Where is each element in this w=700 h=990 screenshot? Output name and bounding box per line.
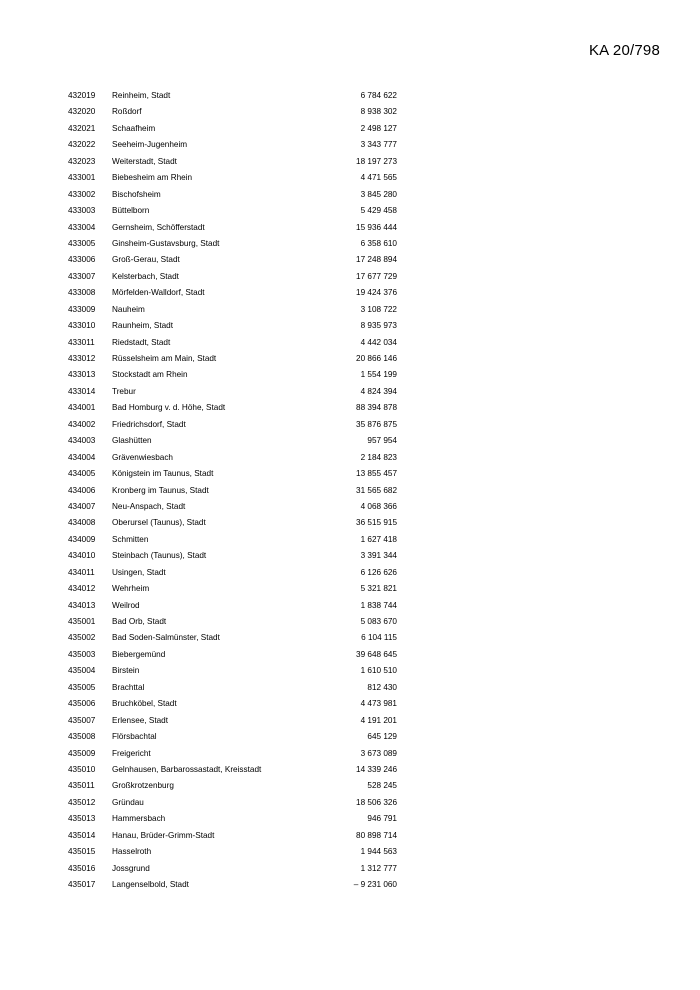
municipality-code: 435015 <box>68 847 96 857</box>
municipality-code: 435017 <box>68 880 96 889</box>
amount-value: 1 610 510 <box>360 666 397 676</box>
municipality-code: 435014 <box>68 830 96 840</box>
table-row <box>0 220 700 236</box>
table-row <box>0 828 700 844</box>
amount-value: 15 936 444 <box>356 222 397 232</box>
amount-value: 3 673 089 <box>360 748 397 758</box>
amount-value: 4 068 366 <box>360 501 397 511</box>
amount-value: 3 845 280 <box>360 189 397 199</box>
municipality-name: Ginsheim-Gustavsburg, Stadt <box>112 238 220 248</box>
amount-value: 6 784 622 <box>360 91 397 100</box>
amount-value: 6 104 115 <box>361 633 397 643</box>
municipality-code: 435012 <box>68 797 96 807</box>
table-row <box>0 187 700 203</box>
municipality-code: 435005 <box>68 682 96 692</box>
amount-value: 6 358 610 <box>360 238 397 248</box>
table-row <box>0 515 700 531</box>
municipality-code: 432019 <box>68 91 96 100</box>
municipality-name: Mörfelden-Walldorf, Stadt <box>112 288 205 298</box>
municipality-name: Kronberg im Taunus, Stadt <box>112 485 209 495</box>
table-row <box>0 252 700 268</box>
table-row <box>0 861 700 877</box>
municipality-code: 434012 <box>68 584 96 594</box>
municipality-code: 433012 <box>68 354 96 363</box>
municipality-name: Stockstadt am Rhein <box>112 370 188 380</box>
table-row <box>0 269 700 285</box>
page-identifier: KA 20/798 <box>588 42 660 59</box>
table-row <box>0 548 700 564</box>
municipality-code: 435003 <box>68 649 96 659</box>
table-row <box>0 630 700 646</box>
municipality-code: 433010 <box>68 321 96 331</box>
municipality-code: 435006 <box>68 699 96 709</box>
municipality-code: 434004 <box>68 452 96 462</box>
municipality-name: Rüsselsheim am Main, Stadt <box>112 354 217 363</box>
municipality-name: Raunheim, Stadt <box>112 321 173 331</box>
table-row <box>0 663 700 679</box>
municipality-code: 433014 <box>68 386 96 396</box>
table-row <box>0 236 700 252</box>
municipality-name: Brachttal <box>112 682 145 692</box>
municipality-name: Jossgrund <box>112 863 150 873</box>
municipality-name: Reinheim, Stadt <box>112 91 171 100</box>
municipality-code: 433003 <box>68 206 96 216</box>
amount-value: 17 677 729 <box>356 271 397 281</box>
amount-value: 36 515 915 <box>356 518 397 528</box>
municipality-name: Freigericht <box>112 748 151 758</box>
municipality-code: 432023 <box>68 156 96 166</box>
municipality-code: 435004 <box>68 666 96 676</box>
municipality-name: Weilrod <box>112 600 140 610</box>
table-row <box>0 713 700 729</box>
amount-value: 80 898 714 <box>356 830 397 840</box>
municipality-code: 432020 <box>68 107 96 117</box>
municipality-code: 432021 <box>68 123 96 133</box>
municipality-name: Friedrichsdorf, Stadt <box>112 419 186 429</box>
municipality-name: Gernsheim, Schöfferstadt <box>112 222 205 232</box>
municipality-code: 434013 <box>68 600 96 610</box>
table-row <box>0 565 700 581</box>
municipality-name: Grävenwiesbach <box>112 452 173 462</box>
municipality-name: Langenselbold, Stadt <box>112 880 189 889</box>
amount-value: 14 339 246 <box>356 764 397 774</box>
table-row <box>0 778 700 794</box>
municipality-name: Kelsterbach, Stadt <box>112 271 179 281</box>
table-row <box>0 811 700 827</box>
amount-value: 1 627 418 <box>360 534 397 544</box>
municipality-code: 434007 <box>68 501 96 511</box>
table-row <box>0 400 700 416</box>
amount-value: 2 184 823 <box>360 452 397 462</box>
municipality-name: Roßdorf <box>112 107 142 117</box>
municipality-code: 435013 <box>68 814 96 824</box>
amount-value: 4 442 034 <box>360 337 397 347</box>
amount-value: 4 824 394 <box>360 386 397 396</box>
municipality-code: 433008 <box>68 288 96 298</box>
municipality-name: Weiterstadt, Stadt <box>112 156 177 166</box>
amount-value: 2 498 127 <box>360 123 397 133</box>
municipality-name: Gelnhausen, Barbarossastadt, Kreisstadt <box>112 764 262 774</box>
municipality-code: 434011 <box>68 567 95 577</box>
amount-value: 18 506 326 <box>356 797 397 807</box>
table-row <box>0 729 700 745</box>
amount-value: 1 944 563 <box>360 847 397 857</box>
municipality-code: 434005 <box>68 469 96 479</box>
municipality-code: 433009 <box>68 304 96 314</box>
table-row <box>0 532 700 548</box>
amount-value: 13 855 457 <box>356 469 397 479</box>
municipality-code: 434002 <box>68 419 96 429</box>
municipality-name: Trebur <box>112 386 136 396</box>
table-row <box>0 680 700 696</box>
table-row <box>0 137 700 153</box>
amount-value: 1 838 744 <box>360 600 397 610</box>
municipality-name: Bad Orb, Stadt <box>112 617 167 626</box>
municipality-name: Schaafheim <box>112 123 156 133</box>
amount-value: 645 129 <box>367 732 397 742</box>
table-row <box>0 762 700 778</box>
amount-value: 946 791 <box>367 814 397 824</box>
amount-value: 4 191 201 <box>360 715 397 725</box>
municipality-code: 434003 <box>68 436 96 446</box>
municipality-code: 434006 <box>68 485 96 495</box>
municipality-name: Hasselroth <box>112 847 152 857</box>
amount-value: 3 343 777 <box>360 140 397 150</box>
table-row <box>0 499 700 515</box>
table-row <box>0 581 700 597</box>
amount-value: 5 429 458 <box>360 206 397 216</box>
amount-value: 957 954 <box>367 436 397 446</box>
table-row <box>0 302 700 318</box>
table-row <box>0 746 700 762</box>
amount-value: 3 108 722 <box>360 304 397 314</box>
table-row <box>0 696 700 712</box>
table-row <box>0 104 700 120</box>
municipality-code: 435001 <box>68 617 96 626</box>
amount-value: 8 935 973 <box>360 321 397 331</box>
amount-value: 812 430 <box>367 682 397 692</box>
municipality-name: Bruchköbel, Stadt <box>112 699 177 709</box>
table-row <box>0 367 700 383</box>
table-row <box>0 598 700 614</box>
amount-value: 5 083 670 <box>360 617 397 626</box>
amount-value: 5 321 821 <box>360 584 397 594</box>
municipality-code: 433001 <box>68 173 96 183</box>
municipality-name: Seeheim-Jugenheim <box>112 140 188 150</box>
municipality-name: Birstein <box>112 666 140 676</box>
municipality-name: Bischofsheim <box>112 189 161 199</box>
table-row <box>0 417 700 433</box>
table-row <box>0 88 700 104</box>
municipality-code: 435009 <box>68 748 96 758</box>
table-row <box>0 647 700 663</box>
municipality-code: 435007 <box>68 715 96 725</box>
table-row <box>0 433 700 449</box>
amount-value: 31 565 682 <box>356 485 397 495</box>
municipality-name: Hammersbach <box>112 814 166 824</box>
municipality-name: Wehrheim <box>112 584 150 594</box>
municipality-code: 435008 <box>68 732 96 742</box>
municipality-table <box>0 88 700 893</box>
municipality-name: Gründau <box>112 797 144 807</box>
amount-value: 4 473 981 <box>360 699 397 709</box>
municipality-code: 434001 <box>68 403 96 413</box>
municipality-name: Biebesheim am Rhein <box>112 173 193 183</box>
amount-value: 8 938 302 <box>360 107 397 117</box>
municipality-name: Erlensee, Stadt <box>112 715 168 725</box>
municipality-name: Neu-Anspach, Stadt <box>112 501 186 511</box>
table-row <box>0 450 700 466</box>
municipality-code: 433011 <box>68 337 95 347</box>
municipality-code: 435011 <box>68 781 95 791</box>
table-row <box>0 203 700 219</box>
table-row <box>0 121 700 137</box>
municipality-name: Königstein im Taunus, Stadt <box>112 469 214 479</box>
table-row <box>0 318 700 334</box>
table-row <box>0 351 700 367</box>
table-row <box>0 877 700 893</box>
municipality-name: Biebergemünd <box>112 649 166 659</box>
municipality-name: Flörsbachtal <box>112 732 157 742</box>
municipality-name: Riedstadt, Stadt <box>112 337 171 347</box>
table-row <box>0 285 700 301</box>
municipality-name: Steinbach (Taunus), Stadt <box>112 551 207 561</box>
amount-value: 20 866 146 <box>356 354 397 363</box>
amount-value: 528 245 <box>367 781 397 791</box>
table-row <box>0 335 700 351</box>
table-row <box>0 844 700 860</box>
amount-value: 88 394 878 <box>356 403 397 413</box>
municipality-name: Glashütten <box>112 436 152 446</box>
municipality-code: 435016 <box>68 863 96 873</box>
amount-value: 3 391 344 <box>360 551 397 561</box>
municipality-name: Groß-Gerau, Stadt <box>112 255 180 265</box>
municipality-code: 432022 <box>68 140 96 150</box>
municipality-code: 435010 <box>68 764 96 774</box>
municipality-name: Hanau, Brüder-Grimm-Stadt <box>112 830 215 840</box>
amount-value: 19 424 376 <box>356 288 397 298</box>
municipality-code: 433006 <box>68 255 96 265</box>
municipality-name: Großkrotzenburg <box>112 781 174 791</box>
table-row <box>0 614 700 630</box>
municipality-code: 434010 <box>68 551 96 561</box>
table-row <box>0 483 700 499</box>
amount-value: – 9 231 060 <box>353 880 397 889</box>
municipality-code: 433007 <box>68 271 96 281</box>
municipality-code: 435002 <box>68 633 96 643</box>
table-row <box>0 154 700 170</box>
municipality-code: 434008 <box>68 518 96 528</box>
municipality-name: Büttelborn <box>112 206 150 216</box>
municipality-code: 433005 <box>68 238 96 248</box>
table-row <box>0 466 700 482</box>
table-row <box>0 795 700 811</box>
table-row <box>0 170 700 186</box>
amount-value: 6 126 626 <box>360 567 397 577</box>
municipality-code: 433004 <box>68 222 96 232</box>
amount-value: 1 312 777 <box>360 863 397 873</box>
municipality-name: Bad Soden-Salmünster, Stadt <box>112 633 220 643</box>
municipality-name: Schmitten <box>112 534 149 544</box>
amount-value: 35 876 875 <box>356 419 397 429</box>
municipality-name: Oberursel (Taunus), Stadt <box>112 518 206 528</box>
municipality-name: Nauheim <box>112 304 145 314</box>
municipality-name: Usingen, Stadt <box>112 567 166 577</box>
amount-value: 1 554 199 <box>360 370 397 380</box>
amount-value: 39 648 645 <box>356 649 397 659</box>
amount-value: 17 248 894 <box>356 255 397 265</box>
amount-value: 4 471 565 <box>360 173 397 183</box>
municipality-name: Bad Homburg v. d. Höhe, Stadt <box>112 403 226 413</box>
municipality-code: 433013 <box>68 370 96 380</box>
municipality-code: 434009 <box>68 534 96 544</box>
table-row <box>0 384 700 400</box>
amount-value: 18 197 273 <box>356 156 397 166</box>
municipality-code: 433002 <box>68 189 96 199</box>
